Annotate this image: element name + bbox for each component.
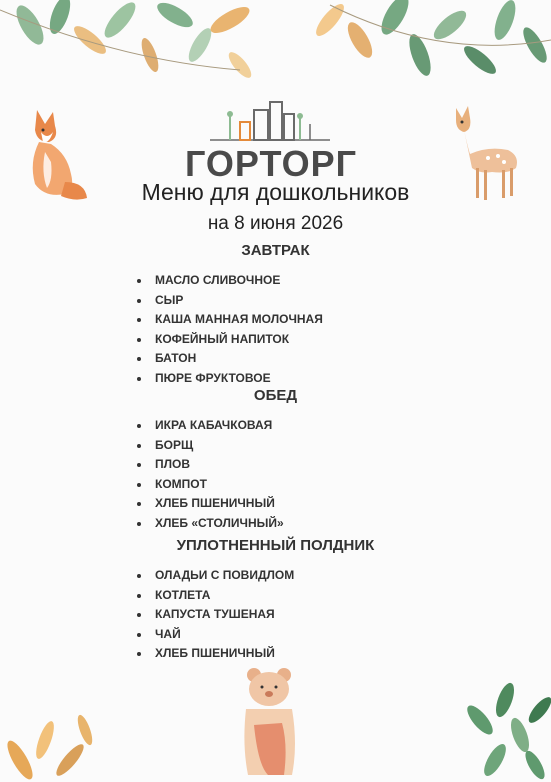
list-item: СЫР bbox=[137, 291, 323, 311]
list-item: ХЛЕБ ПШЕНИЧНЫЙ bbox=[137, 494, 284, 514]
page-title: Меню для дошкольников bbox=[141, 179, 410, 205]
menu-date: на 8 июня 2026 bbox=[207, 213, 344, 234]
list-item: ЧАЙ bbox=[137, 625, 294, 645]
section-title-breakfast: ЗАВТРАК bbox=[241, 242, 310, 259]
list-item: КАША МАННАЯ МОЛОЧНАЯ bbox=[137, 310, 323, 330]
logo-brand-text: ГОРТОРГ bbox=[185, 143, 357, 184]
list-item: МАСЛО СЛИВОЧНОЕ bbox=[137, 271, 323, 291]
list-item: БАТОН bbox=[137, 349, 323, 369]
logo bbox=[185, 100, 357, 184]
list-item: КОФЕЙНЫЙ НАПИТОК bbox=[137, 330, 323, 350]
city-skyline-logo-icon bbox=[210, 100, 330, 142]
list-item: КОТЛЕТА bbox=[137, 586, 294, 606]
leaves-bottom-right-decoration bbox=[460, 680, 551, 782]
bear-illustration bbox=[238, 665, 303, 782]
lunch-list bbox=[137, 416, 284, 533]
list-item: ПЛОВ bbox=[137, 455, 284, 475]
list-item: БОРЩ bbox=[137, 436, 284, 456]
list-item: ХЛЕБ «СТОЛИЧНЫЙ» bbox=[137, 514, 284, 534]
list-item: КАПУСТА ТУШЕНАЯ bbox=[137, 605, 294, 625]
section-title-snack: УПЛОТНЕННЫЙ ПОЛДНИК bbox=[176, 537, 375, 554]
leaves-top-decoration bbox=[0, 0, 551, 95]
list-item: ОЛАДЬИ С ПОВИДЛОМ bbox=[137, 566, 294, 586]
leaves-bottom-left-decoration bbox=[0, 700, 100, 782]
list-item: КОМПОТ bbox=[137, 475, 284, 495]
snack-list bbox=[137, 566, 294, 664]
list-item: ИКРА КАБАЧКОВАЯ bbox=[137, 416, 284, 436]
list-item: ХЛЕБ ПШЕНИЧНЫЙ bbox=[137, 644, 294, 664]
breakfast-list bbox=[137, 271, 323, 388]
list-item: ПЮРЕ ФРУКТОВОЕ bbox=[137, 369, 323, 389]
section-title-lunch: ОБЕД bbox=[253, 387, 298, 404]
